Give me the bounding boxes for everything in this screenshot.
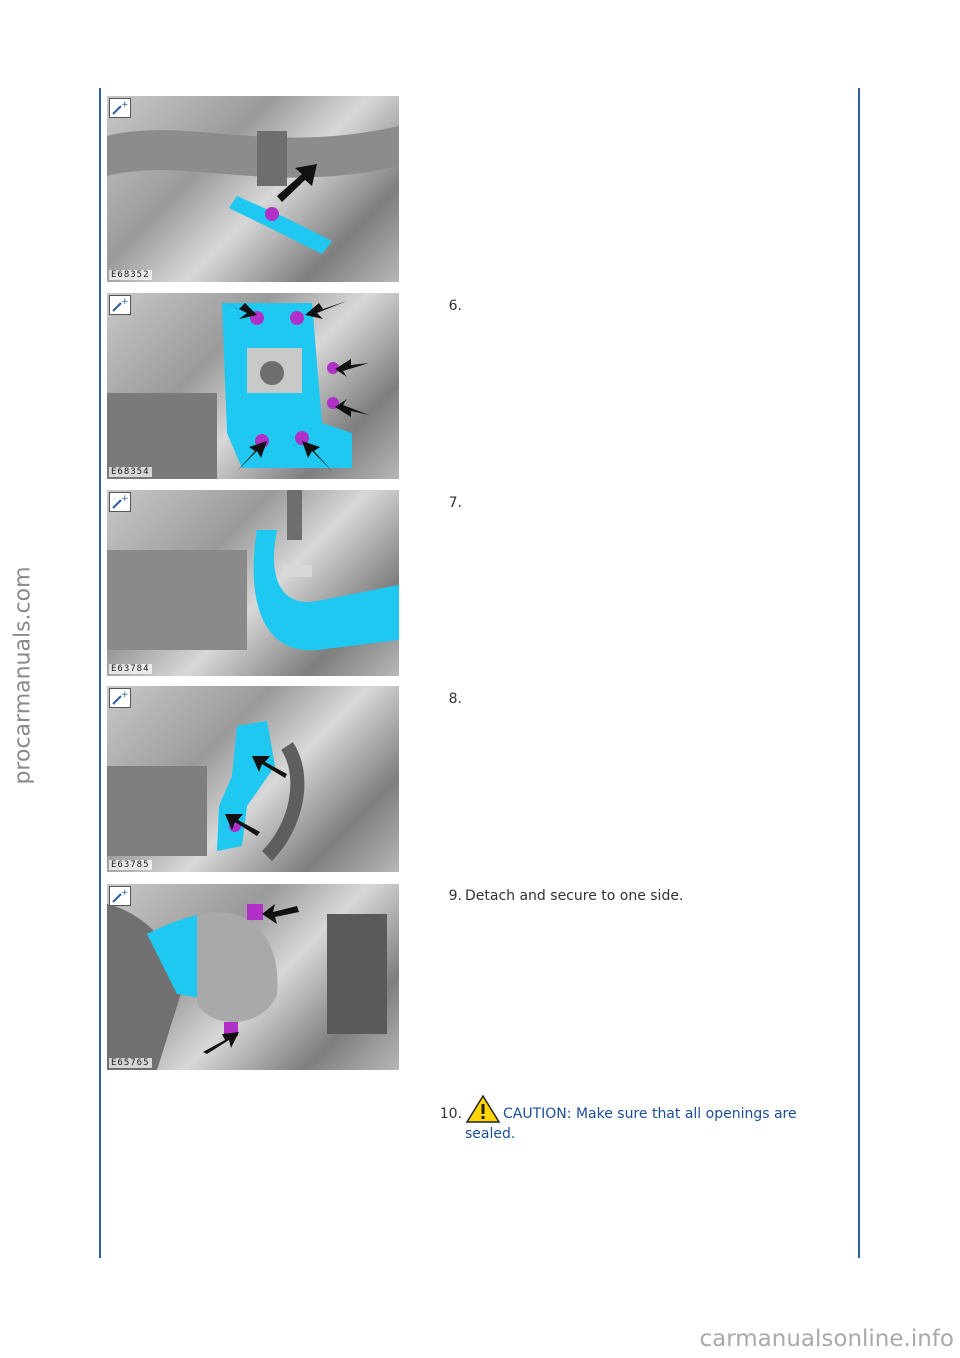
figure-4-illustration — [107, 686, 399, 872]
step-number: 8. — [448, 691, 462, 707]
svg-text:+: + — [121, 888, 129, 898]
figure-5-illustration — [107, 884, 399, 1070]
figure-code: E65765 — [111, 1058, 150, 1068]
zoom-in-icon[interactable] — [109, 98, 131, 118]
side-watermark: procarmanuals.com — [10, 565, 36, 785]
figure-1 — [107, 96, 399, 282]
step-9 — [420, 886, 825, 906]
figure-1-illustration — [107, 96, 399, 282]
svg-text:+: + — [121, 100, 129, 110]
figure-code: E68354 — [111, 467, 150, 477]
step-number: 7. — [448, 495, 462, 511]
svg-text:+: + — [121, 297, 129, 307]
figure-code: E63784 — [111, 664, 150, 674]
figure-3-illustration — [107, 490, 399, 676]
zoom-in-icon[interactable] — [109, 295, 131, 315]
warning-triangle-icon — [465, 1094, 501, 1124]
figure-code: E68352 — [111, 270, 150, 280]
step-number: 10. — [439, 1106, 462, 1122]
figure-2 — [107, 293, 399, 479]
bottom-watermark: carmanualsonline.info — [699, 1326, 954, 1352]
figure-2-illustration — [107, 293, 399, 479]
step-7 — [420, 493, 825, 513]
right-margin-rule — [858, 88, 860, 1258]
zoom-in-icon[interactable] — [109, 492, 131, 512]
left-margin-rule — [99, 88, 101, 1258]
svg-text:+: + — [121, 494, 129, 504]
figure-code: E63785 — [111, 860, 150, 870]
zoom-in-icon[interactable] — [109, 886, 131, 906]
step-number: 9. — [448, 888, 462, 904]
step-6 — [420, 296, 825, 316]
figure-4 — [107, 686, 399, 872]
caution-text: CAUTION: Make sure that all openings are sealed. — [465, 1094, 825, 1144]
step-number: 6. — [448, 298, 462, 314]
step-text: Detach and secure to one side. — [465, 888, 684, 904]
step-8 — [420, 689, 825, 709]
zoom-in-icon[interactable] — [109, 688, 131, 708]
step-10 — [420, 1094, 825, 1144]
svg-text:+: + — [121, 690, 129, 700]
figure-3 — [107, 490, 399, 676]
figure-5 — [107, 884, 399, 1070]
